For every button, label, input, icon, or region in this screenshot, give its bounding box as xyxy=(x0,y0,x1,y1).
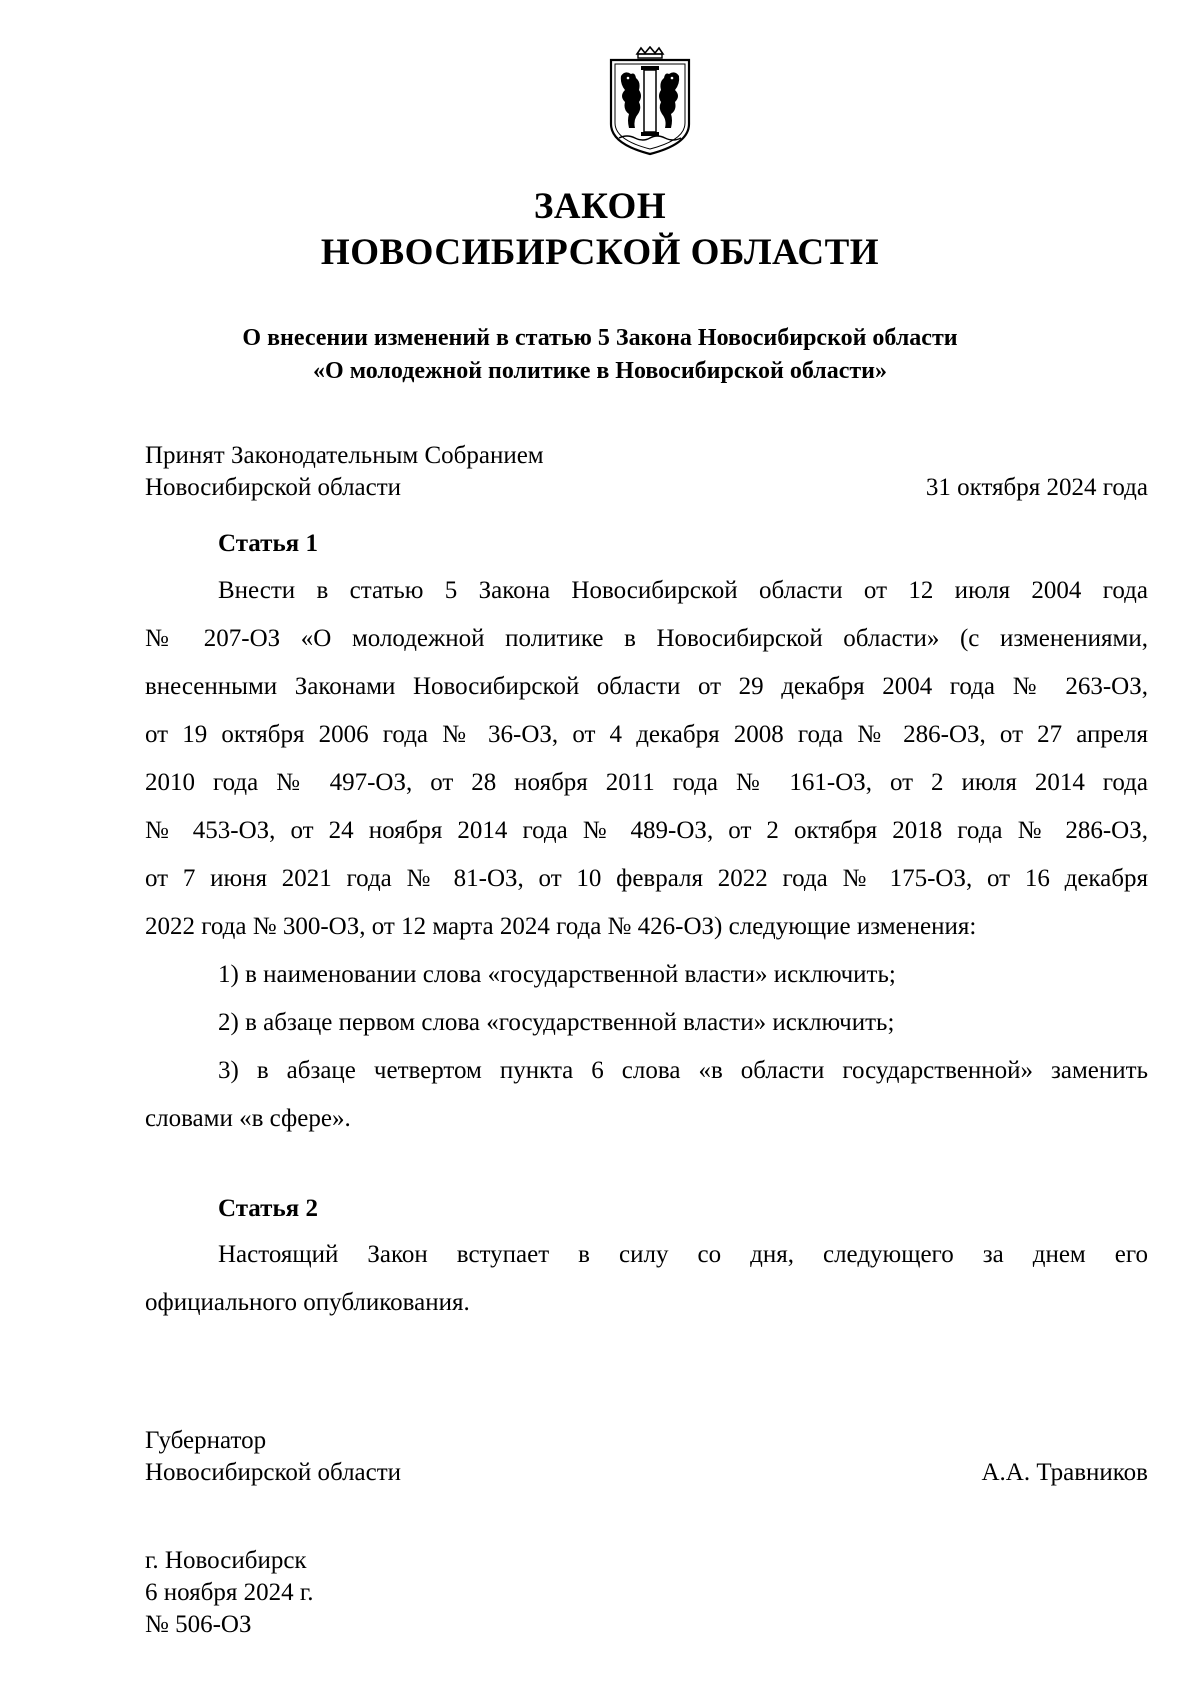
article-1-line: внесенными Законами Новосибирской области от 29 декабря 2004 года № 263-ОЗ, xyxy=(145,673,1148,700)
footer-law-number: № 506-ОЗ xyxy=(145,1611,252,1638)
article-1-line: 2022 года № 300-ОЗ, от 12 марта 2024 года № 426-ОЗ) следующие изменения: xyxy=(145,913,977,940)
article-1-item-3-line1: 3) в абзаце четвертом пункта 6 слова «в области государственной» заменить xyxy=(218,1057,1148,1084)
document-title-line2: НОВОСИБИРСКОЙ ОБЛАСТИ xyxy=(320,232,880,273)
article-2-line1: Настоящий Закон вступает в силу со дня, следующего за днем его xyxy=(218,1241,1148,1268)
article-1-line: от 7 июня 2021 года № 81-ОЗ, от 10 февраля 2022 года № 175-ОЗ, от 16 декабря xyxy=(145,865,1148,892)
article-1-item-1: 1) в наименовании слова «государственной власти» исключить; xyxy=(218,961,896,988)
article-1-line: 2010 года № 497-ОЗ, от 28 ноября 2011 года № 161-ОЗ, от 2 июля 2014 года xyxy=(145,769,1148,796)
signatory-name: А.А. Травников xyxy=(981,1459,1148,1486)
article-1-line: № 453-ОЗ, от 24 ноября 2014 года № 489-ОЗ, от 2 октября 2018 года № 286-ОЗ, xyxy=(145,817,1148,844)
article-1-item-2: 2) в абзаце первом слова «государственной власти» исключить; xyxy=(218,1009,895,1036)
adoption-body-line2: Новосибирской области xyxy=(145,474,402,501)
signatory-position-line1: Губернатор xyxy=(145,1427,267,1454)
adoption-body-line1: Принят Законодательным Собранием xyxy=(145,442,544,469)
article-1-heading: Статья 1 xyxy=(218,530,318,557)
adoption-date: 31 октября 2024 года xyxy=(925,474,1148,501)
article-1-line: от 19 октября 2006 года № 36-ОЗ, от 4 декабря 2008 года № 286-ОЗ, от 27 апреля xyxy=(145,721,1148,748)
footer-city: г. Новосибирск xyxy=(145,1547,307,1574)
article-1-body xyxy=(145,567,1148,1143)
document-title-line1: ЗАКОН xyxy=(533,186,667,227)
article-2-heading: Статья 2 xyxy=(218,1195,318,1222)
article-2-line2: официального опубликования. xyxy=(145,1289,470,1316)
article-2-body xyxy=(145,1231,1148,1327)
article-1-line: № 207-ОЗ «О молодежной политике в Новосибирской области» (с изменениями, xyxy=(145,625,1148,652)
signatory-position-line2: Новосибирской области xyxy=(145,1459,402,1486)
article-1-item-3-line2: словами «в сфере». xyxy=(145,1105,351,1132)
novosibirsk-coat-of-arms-icon xyxy=(605,46,695,156)
article-1-line: Внести в статью 5 Закона Новосибирской области от 12 июля 2004 года xyxy=(218,577,1148,604)
footer-date: 6 ноября 2024 г. xyxy=(145,1579,314,1606)
law-subject-line2: «О молодежной политике в Новосибирской области» xyxy=(313,358,887,384)
law-subject-line1: О внесении изменений в статью 5 Закона Новосибирской области xyxy=(242,325,958,351)
